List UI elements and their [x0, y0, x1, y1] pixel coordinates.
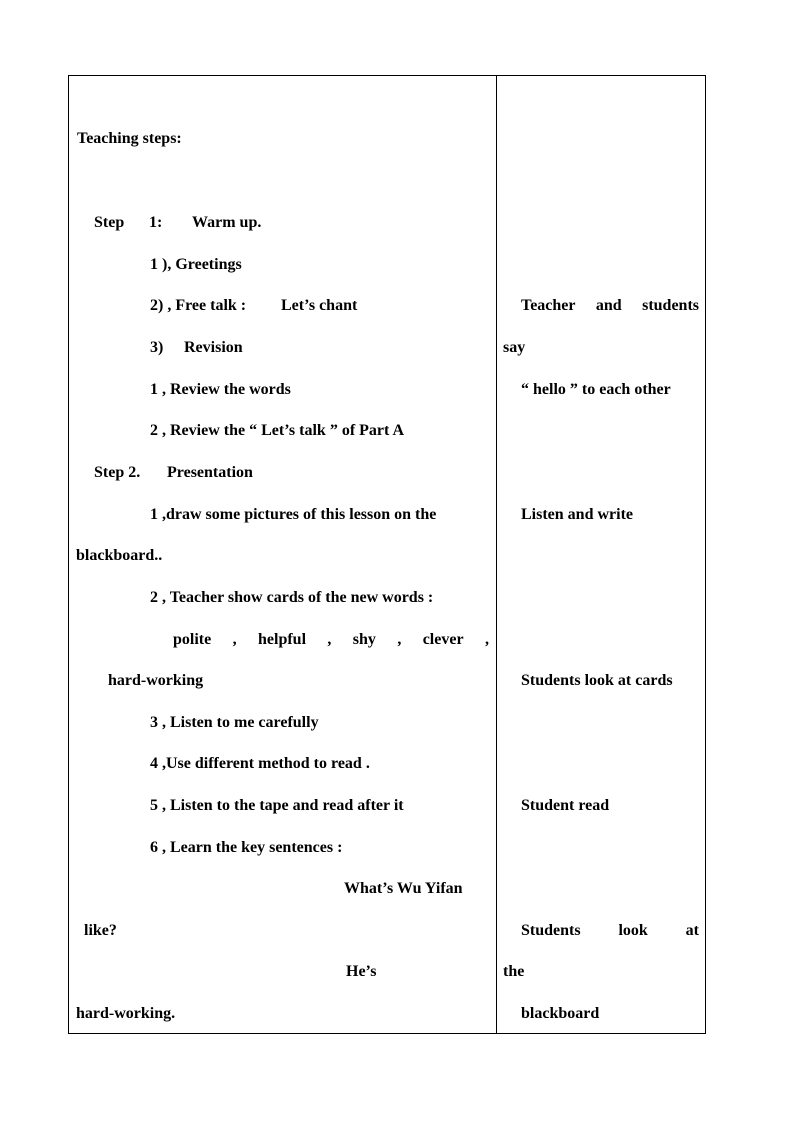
step2-item5: 5 , Listen to the tape and read after it: [150, 797, 404, 814]
activity-word-teacher: Teacher: [521, 297, 576, 314]
word-comma-4: ,: [484, 631, 489, 648]
new-words-line: [173, 630, 489, 650]
step2-item4: 4 ,Use different method to read .: [150, 755, 370, 772]
key-sentence-1a: What’s Wu Yifan: [344, 880, 463, 897]
activity-word-look: look: [618, 922, 648, 939]
activity-greetings-line: [521, 296, 699, 316]
step2-item1b: blackboard..: [76, 547, 163, 564]
activity-look-cards: Students look at cards: [521, 672, 673, 689]
step2-title: Presentation: [167, 464, 253, 481]
activity-hello: “ hello ” to each other: [521, 381, 671, 398]
key-sentence-1b: like?: [84, 922, 117, 939]
key-sentence-2b: hard-working.: [76, 1005, 176, 1022]
step2-item2: 2 , Teacher show cards of the new words :: [150, 589, 434, 606]
step2-item3: 3 , Listen to me carefully: [150, 714, 319, 731]
step1-greetings: 1 ), Greetings: [150, 256, 242, 273]
step1-review-words: 1 , Review the words: [150, 381, 291, 398]
step1-item3-number: 3): [150, 339, 164, 356]
teaching-steps-heading: Teaching steps:: [77, 130, 182, 147]
step1-number: 1:: [149, 214, 163, 231]
step1-lets-chant: Let’s chant: [281, 297, 358, 314]
word-helpful: helpful: [258, 631, 307, 648]
column-divider: [496, 76, 497, 1033]
activity-say: say: [503, 339, 526, 356]
activity-the: the: [503, 963, 525, 980]
activity-listen-write: Listen and write: [521, 506, 633, 523]
activity-word-and: and: [595, 297, 622, 314]
step1-label: Step: [94, 214, 125, 231]
step2-label: Step 2.: [94, 464, 141, 481]
step1-title: Warm up.: [192, 214, 262, 231]
step1-review-talk: 2 , Review the “ Let’s talk ” of Part A: [150, 422, 405, 439]
word-shy: shy: [352, 631, 376, 648]
word-comma-3: ,: [397, 631, 402, 648]
word-polite: polite: [173, 631, 212, 648]
activity-word-students-2: Students: [521, 922, 581, 939]
step2-item1a: 1 ,draw some pictures of this lesson on the: [150, 506, 437, 523]
step1-revision: Revision: [184, 339, 243, 356]
key-sentence-2a: He’s: [346, 963, 377, 980]
activity-student-read: Student read: [521, 797, 610, 814]
activity-blackboard: blackboard: [521, 1005, 600, 1022]
word-comma-1: ,: [232, 631, 237, 648]
activity-word-students: students: [642, 297, 699, 314]
step1-free-talk: 2) , Free talk :: [150, 297, 247, 314]
step2-item6: 6 , Learn the key sentences :: [150, 839, 343, 856]
word-comma-2: ,: [327, 631, 332, 648]
word-hard-working: hard-working: [108, 672, 204, 689]
word-clever: clever: [422, 631, 464, 648]
activity-look-board-line: [521, 921, 699, 941]
activity-word-at: at: [685, 922, 699, 939]
